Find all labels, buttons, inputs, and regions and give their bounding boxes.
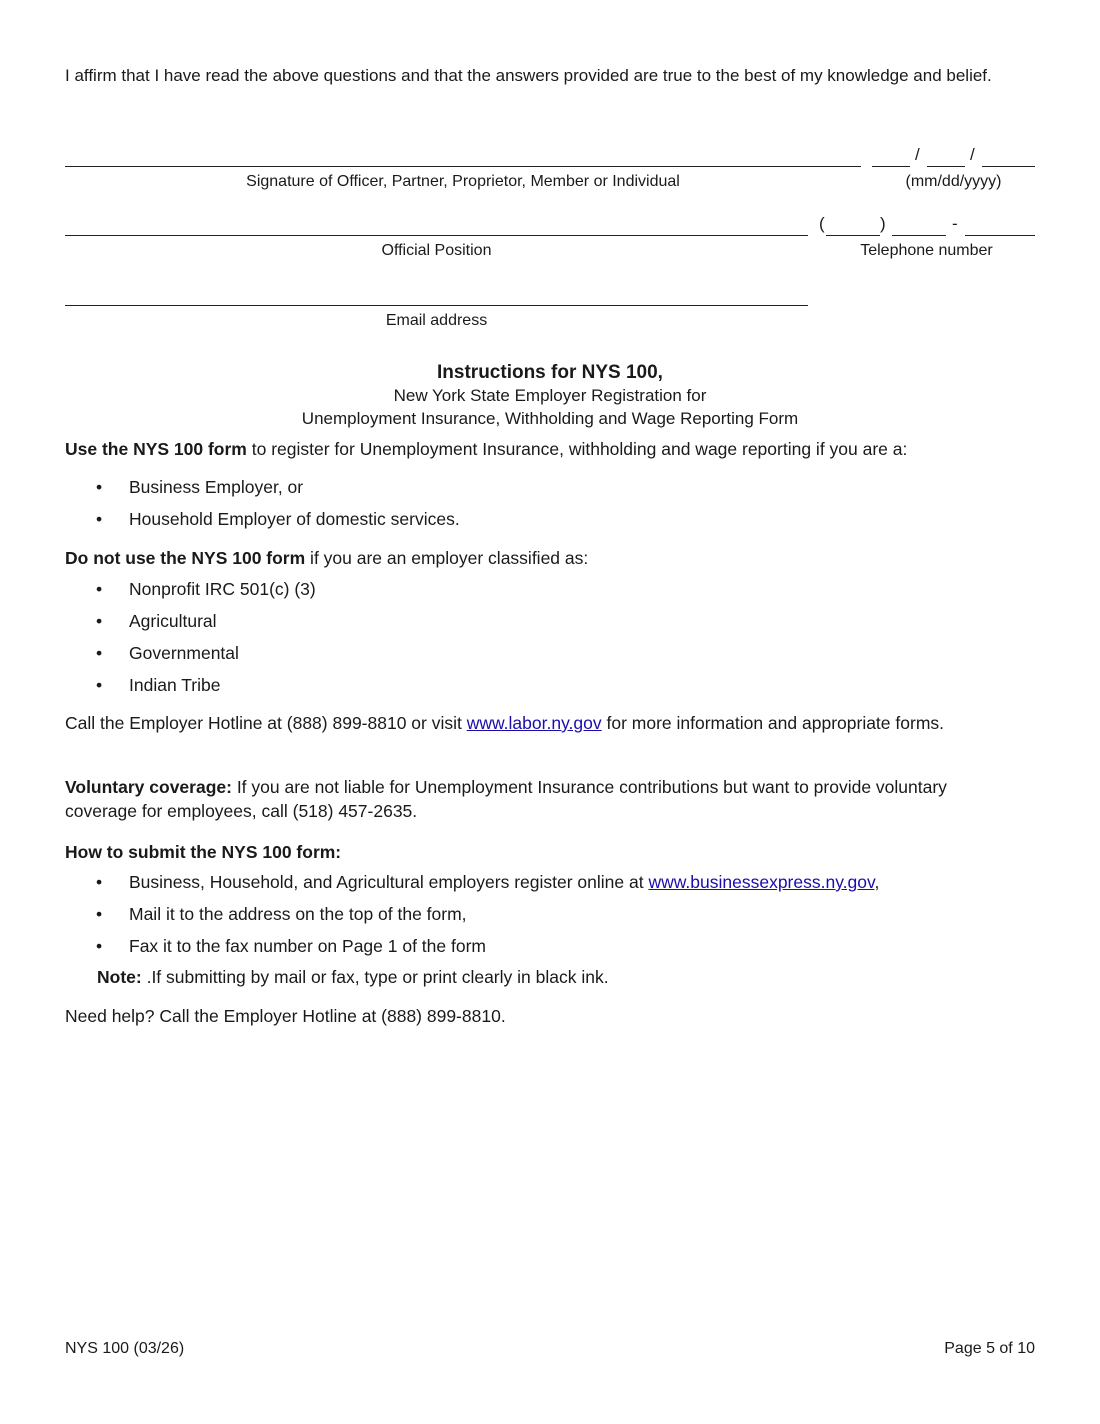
use-form-bold: Use the NYS 100 form	[65, 439, 247, 459]
email-caption: Email address	[385, 312, 488, 329]
instructions-subtitle-1: New York State Employer Registration for	[393, 386, 707, 405]
businessexpress-link[interactable]: www.businessexpress.ny.gov	[648, 872, 875, 892]
official-position-line[interactable]	[65, 235, 808, 236]
tel-close-paren: )	[880, 214, 886, 233]
list-item: • Indian Tribe	[96, 675, 221, 695]
note-paragraph: Note: .If submitting by mail or fax, type or print clearly in black ink.	[97, 967, 609, 987]
how-to-submit-heading: How to submit the NYS 100 form:	[65, 842, 342, 862]
voluntary-coverage-paragraph: Voluntary coverage: If you are not liable for Unemployment Insurance contributions but want to provide voluntary coverage for employees, call (518) 457-2635.	[65, 777, 947, 821]
note-bold: Note:	[97, 967, 142, 987]
bullet-icon: •	[96, 643, 103, 663]
list-item: • Business Employer, or	[96, 477, 304, 497]
date-year-blank[interactable]	[982, 166, 1035, 167]
bullet-icon: •	[96, 509, 103, 529]
date-field[interactable]	[872, 145, 1035, 167]
bullet-icon: •	[96, 675, 103, 695]
official-position-caption: Official Position	[381, 242, 492, 259]
telephone-field[interactable]	[818, 214, 1035, 236]
date-month-blank[interactable]	[872, 166, 910, 167]
signature-line[interactable]	[65, 166, 861, 167]
date-separator: /	[915, 145, 920, 164]
list-item: • Household Employer of domestic services.	[96, 509, 460, 529]
tel-area-blank[interactable]	[826, 235, 880, 236]
instructions-subtitle-2: Unemployment Insurance, Withholding and Wage Reporting Form	[301, 409, 799, 428]
tel-dash: -	[952, 214, 958, 233]
list-item: • Business, Household, and Agricultural employers register online at www.businessexpress.ny.gov,	[96, 872, 880, 892]
voluntary-coverage-bold: Voluntary coverage:	[65, 777, 232, 797]
bullet-icon: •	[96, 936, 103, 956]
tel-open-paren: (	[819, 214, 825, 233]
affirmation-text: I affirm that I have read the above questions and that the answers provided are true to the best of my knowledge and belief.	[65, 66, 992, 85]
list-item: • Fax it to the fax number on Page 1 of the form	[96, 936, 486, 956]
use-form-text: to register for Unemployment Insurance, withholding and wage reporting if you are a:	[246, 439, 908, 459]
instructions-title: Instructions for NYS 100,	[437, 362, 663, 383]
do-not-use-bold: Do not use the NYS 100 form	[65, 548, 306, 568]
do-not-use-text: if you are an employer classified as:	[305, 548, 589, 568]
tel-prefix-blank[interactable]	[892, 235, 946, 236]
bullet-icon: •	[96, 872, 103, 892]
list-item: • Agricultural	[96, 611, 217, 631]
bullet-icon: •	[96, 477, 103, 497]
bullet-icon: •	[96, 579, 103, 599]
list-item: • Mail it to the address on the top of the form,	[96, 904, 467, 924]
use-form-paragraph	[65, 437, 1045, 461]
list-item: • Governmental	[96, 643, 239, 663]
page-number-footer: Page 5 of 10	[944, 1340, 1035, 1357]
list-item: • Nonprofit IRC 501(c) (3)	[96, 579, 316, 599]
telephone-caption: Telephone number	[860, 242, 993, 259]
tel-line-blank[interactable]	[965, 235, 1035, 236]
need-help-paragraph: Need help? Call the Employer Hotline at (888) 899-8810.	[65, 1006, 506, 1026]
signature-caption: Signature of Officer, Partner, Proprietor, Member or Individual	[246, 173, 680, 190]
bullet-icon: •	[96, 611, 103, 631]
labor-website-link[interactable]: www.labor.ny.gov	[466, 713, 602, 733]
date-separator: /	[970, 145, 975, 164]
form-id-footer: NYS 100 (03/26)	[65, 1340, 185, 1357]
bullet-icon: •	[96, 904, 103, 924]
email-line[interactable]	[65, 305, 808, 306]
hotline-paragraph: Call the Employer Hotline at (888) 899-8810 or visit www.labor.ny.gov for more information and appropriate forms.	[65, 713, 945, 733]
do-not-use-paragraph	[65, 546, 1045, 570]
date-caption: (mm/dd/yyyy)	[905, 173, 1002, 190]
date-day-blank[interactable]	[927, 166, 965, 167]
